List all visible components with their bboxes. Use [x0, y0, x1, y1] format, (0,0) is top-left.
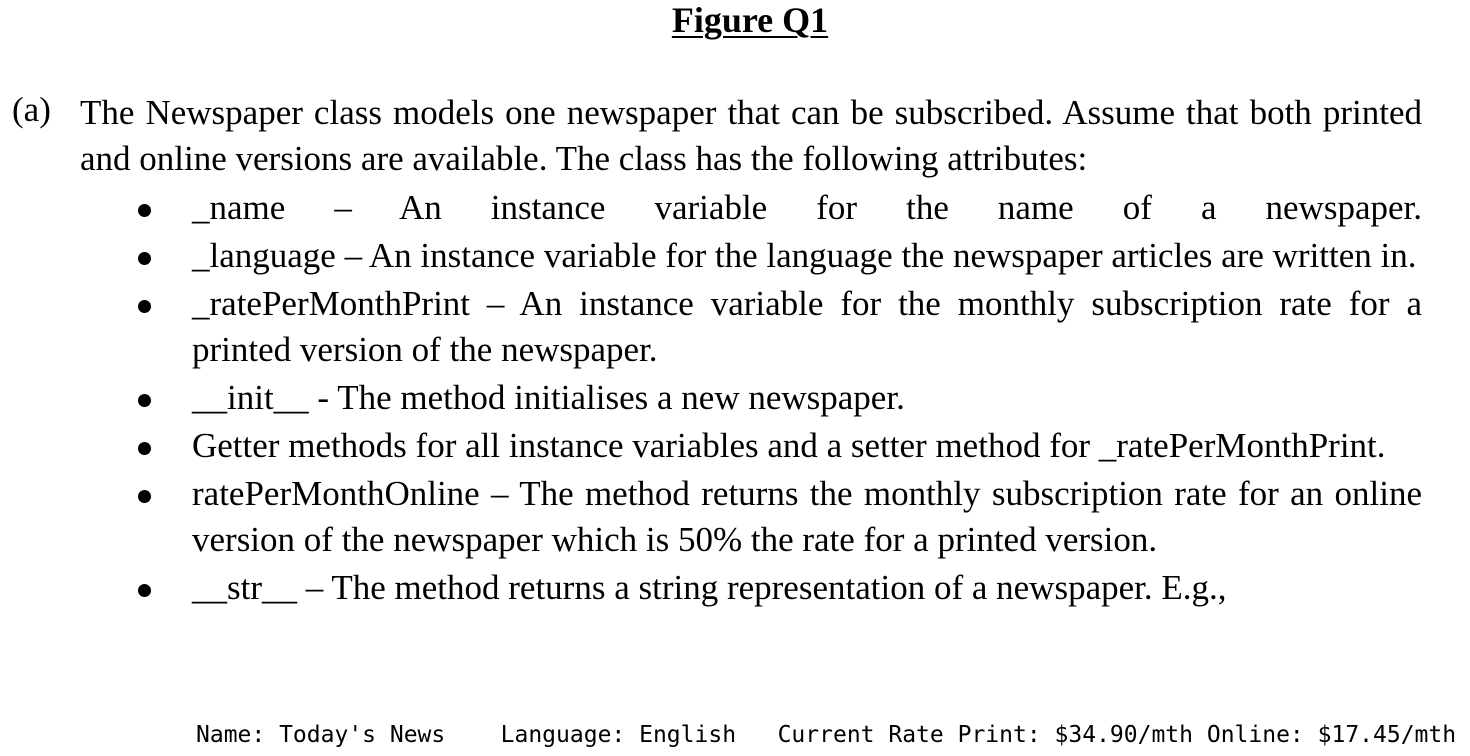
bullet-icon	[138, 204, 151, 217]
list-item-str	[0, 565, 1422, 611]
bullet-icon	[138, 442, 151, 455]
list-item-text: Getter methods for all instance variables and a setter method for _ratePerMonthPrint.	[192, 426, 1386, 465]
question-intro: The Newspaper class models one newspaper that can be subscribed. Assume that both printed and online versions are available. The class has the following attributes:	[80, 93, 1422, 178]
list-item-rate-print	[0, 281, 1422, 373]
bullet-icon	[138, 584, 151, 597]
list-item-text: ratePerMonthOnline – The method returns the monthly subscription rate for an online version of the newspaper which is 50% the rate for a printed version.	[192, 474, 1422, 559]
list-item-text: __init__ - The method initialises a new newspaper.	[192, 378, 905, 417]
list-item-text: _ratePerMonthPrint – An instance variable for the monthly subscription rate for a printed version of the newspaper.	[192, 284, 1422, 369]
figure-title: Figure Q1	[671, 0, 829, 40]
list-item-language	[0, 233, 1422, 279]
list-item-init	[0, 375, 1422, 421]
list-item-name	[0, 185, 1422, 231]
example-output: Name: Today's News Language: English Current Rate Print: $34.90/mth Online: $17.45/mth	[196, 722, 1457, 748]
list-item-text: _language – An instance variable for the language the newspaper articles are written in.	[192, 236, 1417, 275]
list-item-text: _name – An instance variable for the name of a newspaper.	[192, 188, 1422, 227]
bullet-icon	[138, 252, 151, 265]
attribute-list	[0, 185, 1470, 611]
bullet-icon	[138, 394, 151, 407]
bullet-icon	[138, 490, 151, 503]
list-item-rate-online	[0, 471, 1422, 563]
list-item-getters	[0, 423, 1422, 469]
bullet-icon	[138, 300, 151, 313]
question-part-label: (a)	[12, 90, 51, 129]
list-item-text: __str__ – The method returns a string representation of a newspaper. E.g.,	[192, 568, 1227, 607]
